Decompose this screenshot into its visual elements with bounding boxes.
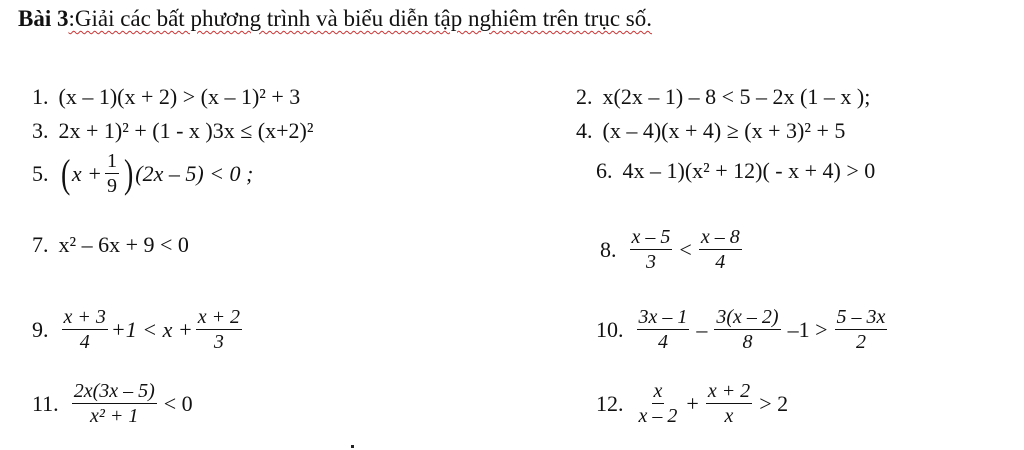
fraction-right — [699, 226, 742, 273]
fraction-left — [630, 226, 673, 273]
fraction — [105, 150, 119, 197]
exercise-12 — [596, 380, 792, 427]
denominator: 3 — [213, 331, 224, 353]
exercise-4 — [576, 118, 845, 144]
exercise-number: 9. — [32, 316, 49, 342]
inequality: x(2x – 1) – 8 < 5 – 2x (1 – x ); — [602, 84, 871, 109]
exercise-number: 7. — [32, 232, 49, 257]
exercise-3 — [32, 118, 313, 144]
exercise-10 — [596, 306, 890, 353]
exercise-number: 4. — [576, 118, 593, 143]
middle-term: –1 > — [787, 316, 828, 342]
exercise-11 — [32, 380, 197, 427]
inequality: 4x – 1)(x² + 12)( - x + 4) > 0 — [622, 158, 876, 183]
denominator: 8 — [742, 331, 753, 353]
exercise-number: 1. — [32, 84, 49, 109]
exercise-number: 5. — [32, 160, 49, 186]
exercise-number: 3. — [32, 118, 49, 143]
exercise-number: 8. — [600, 236, 617, 262]
inequality-tail: (2x – 5) < 0 ; — [135, 160, 254, 186]
inequality: 2x + 1)² + (1 - x )3x ≤ (x+2)² — [58, 118, 314, 143]
inner-term: x + — [71, 160, 102, 186]
exercise-number: 12. — [596, 390, 624, 416]
denominator: 2 — [855, 331, 866, 353]
exercise-number: 10. — [596, 316, 624, 342]
denominator: 4 — [657, 331, 668, 353]
middle-term: +1 < x + — [110, 316, 193, 342]
numerator: x – 5 — [631, 226, 671, 248]
denominator: 9 — [106, 175, 117, 197]
denominator: 3 — [645, 251, 656, 273]
numerator: x + 3 — [63, 306, 106, 328]
exercise-8 — [600, 226, 745, 273]
stray-mark — [351, 445, 354, 448]
numerator: x + 2 — [707, 380, 751, 402]
fraction-1 — [637, 306, 690, 353]
inequality: x² – 6x + 9 < 0 — [58, 232, 189, 257]
heading-text: :Giải các bất phương trình và biểu diễn tập nghiêm trên trục số. — [68, 6, 652, 31]
exercise-2 — [576, 84, 870, 110]
numerator: x — [653, 380, 663, 402]
exercise-1 — [32, 84, 300, 110]
exercise-7 — [32, 232, 189, 258]
numerator: x – 8 — [700, 226, 740, 248]
numerator: 1 — [106, 150, 117, 172]
fraction-2 — [714, 306, 780, 353]
inequality-tail: < 0 — [163, 390, 193, 416]
operator: < — [679, 236, 692, 262]
exercise-number: 6. — [596, 158, 613, 183]
exercise-5 — [32, 150, 253, 197]
exercise-heading — [18, 6, 652, 32]
denominator: x – 2 — [638, 405, 678, 427]
operator-minus: – — [696, 316, 708, 342]
fraction — [72, 380, 157, 427]
numerator: 2x(3x – 5) — [73, 380, 155, 402]
exercise-6 — [596, 158, 875, 184]
inequality: (x – 4)(x + 4) ≥ (x + 3)² + 5 — [602, 118, 846, 143]
fraction-right — [196, 306, 242, 353]
exercise-number: 11. — [32, 390, 59, 416]
fraction-3 — [835, 306, 888, 353]
fraction-left — [637, 380, 680, 427]
numerator: x + 2 — [197, 306, 241, 328]
fraction-left — [62, 306, 108, 353]
denominator: x — [724, 405, 734, 427]
numerator: 3(x – 2) — [716, 306, 779, 328]
fraction-right — [706, 380, 752, 427]
exercise-9 — [32, 306, 245, 353]
inequality: (x – 1)(x + 2) > (x – 1)² + 3 — [58, 84, 301, 109]
inequality-tail: > 2 — [759, 390, 789, 416]
numerator: 5 – 3x — [836, 306, 886, 328]
operator-plus: + — [686, 390, 699, 416]
heading-label: Bài 3 — [18, 6, 69, 31]
exercise-number: 2. — [576, 84, 593, 109]
numerator: 3x – 1 — [638, 306, 688, 328]
right-paren: ) — [123, 150, 134, 196]
denominator: 4 — [715, 251, 726, 273]
denominator: x² + 1 — [90, 405, 139, 427]
left-paren: ( — [60, 150, 70, 196]
denominator: 4 — [79, 331, 90, 353]
